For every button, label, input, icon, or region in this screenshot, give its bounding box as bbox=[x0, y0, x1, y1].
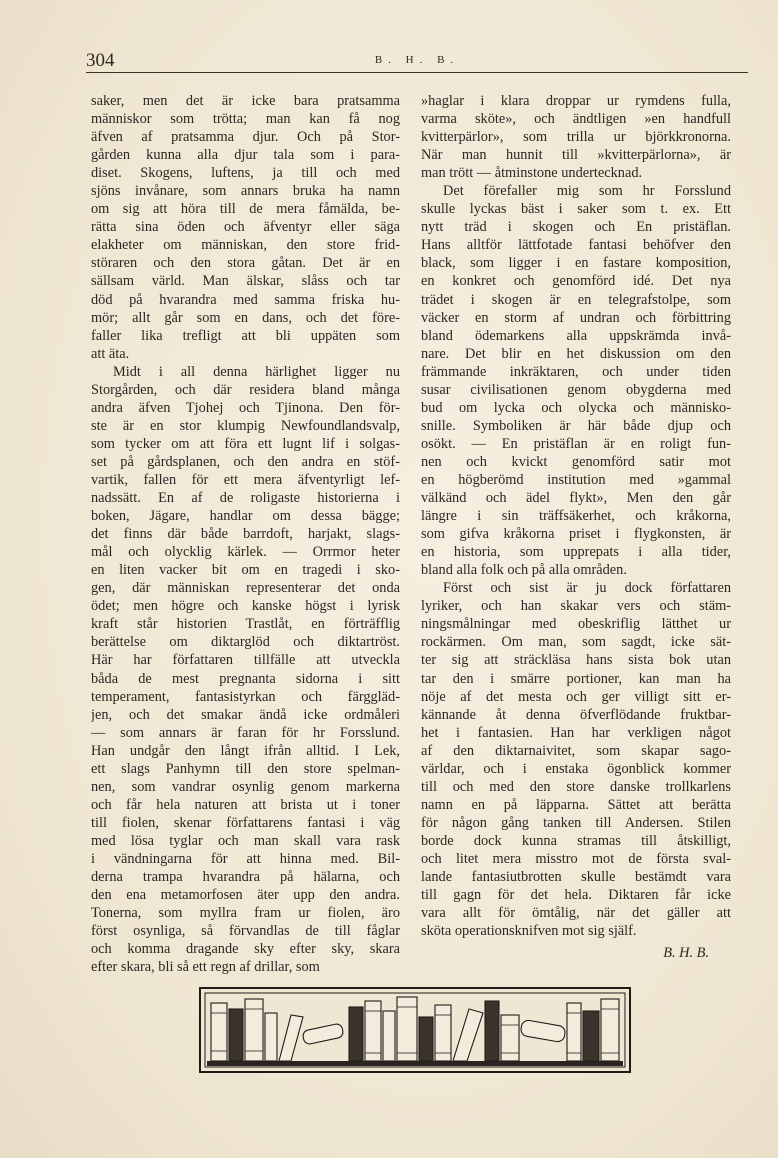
text-line: vara allt för ömtålig, när det gäller att bbox=[421, 905, 731, 922]
page-header bbox=[86, 44, 748, 74]
text-line: om sig att höra till de mera fåmälda, be- bbox=[91, 201, 400, 218]
text-line: välkänd och ädel flykt», Men den går bbox=[421, 490, 731, 507]
text-line: derna trampa hvarandra på hälarna, och bbox=[91, 869, 400, 886]
text-line: osökt. — En pristäflan är en roligt fun- bbox=[421, 435, 731, 452]
text-line: tar den i smärre portioner, kan man ha bbox=[421, 670, 731, 687]
text-line: black, som ligger i en fastare komposition, bbox=[421, 255, 731, 272]
text-line: nadssätt. En af de roligaste historierna i bbox=[91, 490, 400, 507]
text-line: man trött — åtminstone undertecknad. bbox=[421, 165, 643, 182]
text-line: störaren och den stora gåtan. Det är en bbox=[91, 255, 400, 272]
text-line: namn en på läpparna. Sättet att berätta bbox=[421, 796, 731, 813]
text-line: sjöns invånare, som annars bruka ha namn bbox=[91, 183, 400, 200]
text-line: faller lika trefligt att bli uppäten som bbox=[91, 327, 400, 344]
signature: B. H. B. bbox=[663, 945, 709, 962]
text-line: Han undgår den långt ifrån alltid. I Lek, bbox=[91, 742, 400, 759]
text-line: Tonerna, som myllra fram ur fiolen, äro bbox=[91, 905, 400, 922]
text-line: att äta. bbox=[91, 345, 130, 362]
text-line: och komma dragande sky efter sky, skara bbox=[91, 941, 400, 958]
text-line: bud om lycka och olycka och människo- bbox=[421, 399, 731, 416]
books-vignette-illustration bbox=[199, 987, 631, 1073]
text-line: och får hela naturen att brista ut i toner bbox=[91, 796, 400, 813]
text-line: ste är en stor klumpig Newfoundlandsvalp, bbox=[91, 417, 400, 434]
text-line: en högberömd institution med »gammal bbox=[421, 471, 731, 488]
text-line: — som annars är faran för hr Forsslund. bbox=[91, 724, 400, 741]
text-line: het i fantasien. Han har verkligen något bbox=[421, 724, 731, 741]
text-line: susar civilisationen genom obygderna med bbox=[421, 381, 731, 398]
text-line: berättelse om diktarglöd och diktartröst. bbox=[91, 634, 400, 651]
text-line: nen, som vandrar osynlig genom markerna bbox=[91, 778, 400, 795]
text-line: mör; allt går som en dans, och det före- bbox=[91, 309, 400, 326]
text-line: lande fantasiutbrotten skulle bestämdt vara bbox=[421, 869, 731, 886]
text-line: snille. Symboliken är här både djup och bbox=[421, 417, 731, 434]
text-line: Det förefaller mig som hr Forsslund bbox=[443, 183, 731, 200]
right-column bbox=[421, 92, 731, 962]
text-line: vartik, fallen för ett mera äfventyrligt lef- bbox=[91, 471, 400, 488]
text-line: mål och olycklig kärlek. — Orrmor heter bbox=[91, 544, 400, 561]
text-line: borde dock kunna stramas till åtskilligt, bbox=[421, 832, 731, 849]
text-line: lyriker, och han skakar vers och stäm- bbox=[421, 598, 731, 615]
text-line: som tycker om att föra ett lugnt lif i solgas- bbox=[91, 435, 400, 452]
text-line: nytt träd i skogen och En pristäflan. bbox=[421, 219, 731, 236]
text-line: båda de mest pregnanta sidorna i sitt bbox=[91, 670, 400, 687]
text-line: främmande inkräktaren, och under tiden bbox=[421, 363, 731, 380]
text-line: först osynliga, så förvandlas de till fåglar bbox=[91, 923, 400, 940]
text-line: När man hunnit till »kvitterpärlorna», är bbox=[421, 147, 731, 164]
text-line: boken, Jägare, handlar om dessa bägge; bbox=[91, 508, 400, 525]
text-line: längre i sin träffsäkerhet, och kråkorna, bbox=[421, 508, 731, 525]
text-line: äfven af pratsamma djur. Och på Stor- bbox=[91, 129, 400, 146]
text-line: varma sköte», och ändtligen »en handfull bbox=[421, 111, 731, 128]
text-line: sköta operationsknifven mot sig själf. bbox=[421, 923, 637, 940]
text-line: bland alla folk och på alla områden. bbox=[421, 562, 627, 579]
text-line: kvitterpärlor», som trilla ur björkkronorna. bbox=[421, 129, 731, 146]
text-line: till fiolen, skenar författarens fantasi i väg bbox=[91, 814, 400, 831]
text-line: Först och sist är ju dock författaren bbox=[443, 580, 731, 597]
text-line: rockärmen. Om man, som sagdt, icke sät- bbox=[421, 634, 731, 651]
text-line: Midt i all denna härlighet ligger nu bbox=[113, 363, 400, 380]
text-line: rätta sina öden och äfventyr eller säga bbox=[91, 219, 400, 236]
text-line: en konkret och genomförd idé. Det nya bbox=[421, 273, 731, 290]
text-line: ödet; men högre och kanske högst i lyrisk bbox=[91, 598, 400, 615]
text-line: den ena metamorfosen äter upp den andra. bbox=[91, 887, 400, 904]
text-line: och litet mera misstro mot de första sval- bbox=[421, 850, 731, 867]
text-line: elakheter om människan, den store frid- bbox=[91, 237, 400, 254]
text-line: nen och kvickt genomförd satir mot bbox=[421, 453, 731, 470]
text-line: för någon gång tanken till Andersen. Stilen bbox=[421, 814, 731, 831]
left-column bbox=[91, 92, 400, 976]
text-line: död på hvarandra med samma friska hu- bbox=[91, 291, 400, 308]
text-line: det finns där både barrdoft, harjakt, slags- bbox=[91, 526, 400, 543]
text-line: Här har författaren tillfälle att utveckla bbox=[91, 652, 400, 669]
running-head: B. H. B. bbox=[374, 54, 460, 66]
text-line: ningsmålningar med obeskriflig lätthet ur bbox=[421, 616, 731, 633]
text-line: Hans alltför lättfotade fantasi behöfver den bbox=[421, 237, 731, 254]
text-line: nare. Det blir en het diskussion om den bbox=[421, 345, 731, 362]
page-number: 304 bbox=[86, 50, 115, 71]
text-line: efter skara, bli så ett regn af drillar, som bbox=[91, 959, 320, 976]
text-line: jen, och det smakar ändå icke ordmåleri bbox=[91, 706, 400, 723]
text-line: »haglar i klara droppar ur rymdens fulla, bbox=[421, 93, 731, 109]
text-line: saker, men det är icke bara pratsamma bbox=[91, 93, 400, 109]
text-line: väcker en storm af undran och förbittring bbox=[421, 309, 731, 326]
text-line: trädet i skogen är en telegrafstolpe, som bbox=[421, 291, 731, 308]
text-line: ett slags Panhymn till den store spelman- bbox=[91, 760, 400, 777]
header-rule bbox=[86, 72, 748, 73]
text-line: ter sig att sträckläsa hans sista bok utan bbox=[421, 652, 731, 669]
text-line: bland ödemarkens alla uppskrämda invå- bbox=[421, 327, 731, 344]
text-line: till gagn för det hela. Diktaren får icke bbox=[421, 887, 731, 904]
text-line: gården kunna alla djur tala som i para- bbox=[91, 147, 400, 164]
text-line: nöje af det mesta och ger villigt sitt er- bbox=[421, 688, 731, 705]
text-line: med lösa tyglar och man skall vara rask bbox=[91, 832, 400, 849]
text-line: set på gårdsplanen, och den andra en stöf- bbox=[91, 453, 400, 470]
text-line: en historia, som upprepats i alla tider, bbox=[421, 544, 731, 561]
text-line: människor som trötta; man kan få nog bbox=[91, 111, 400, 128]
text-line: af den diktarnaivitet, som skapar sago- bbox=[421, 742, 731, 759]
text-line: diset. Skogens, luftens, ja till och med bbox=[91, 165, 400, 182]
text-line: gen, där människan representerar det onda bbox=[91, 580, 400, 597]
text-line: kraft står historien Trastlåt, en förträfflig bbox=[91, 616, 400, 633]
text-line: i vändningarna för att hinna med. Bil- bbox=[91, 850, 400, 867]
text-line: till och med den store danske trollkarlens bbox=[421, 778, 731, 795]
text-line: världar, och i enstaka ögonblick kommer bbox=[421, 760, 731, 777]
text-line: andra äfven Tjohej och Tjinona. Den för- bbox=[91, 399, 400, 416]
text-line: som gifva kråkorna priset i flygkonsten, är bbox=[421, 526, 731, 543]
text-line: Storgården, och där residera bland många bbox=[91, 381, 400, 398]
text-line: kännande åt denna öfverflödande fruktbar- bbox=[421, 706, 731, 723]
text-line: sällsam värld. Man älskar, slåss och tar bbox=[91, 273, 400, 290]
text-line: en liten vacker bit om en tragedi i sko- bbox=[91, 562, 400, 579]
text-line: temperament, fantasistyrkan och färggläd- bbox=[91, 688, 400, 705]
text-line: skulle lyckas bäst i saker som t. ex. Ett bbox=[421, 201, 731, 218]
